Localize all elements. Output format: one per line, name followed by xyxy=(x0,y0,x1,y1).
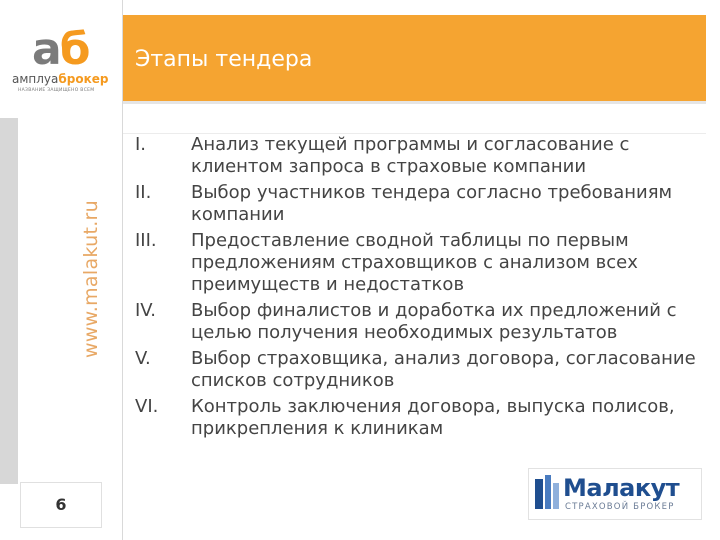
url-ampluabroker xyxy=(0,118,47,368)
list-item xyxy=(135,348,705,396)
item-text: Предоставление сводной таблицы по первым предложениям страховщиков с анализом всех преимуществ и недостатков xyxy=(191,230,638,295)
url-malakut xyxy=(70,118,120,368)
slide-title: Этапы тендера xyxy=(135,47,313,72)
malakut-emblem-icon xyxy=(535,475,559,509)
list-item xyxy=(135,230,705,300)
item-number: IV. xyxy=(135,300,157,321)
item-number: II. xyxy=(135,182,152,203)
item-text: Анализ текущей программы и согласование с клиентом запроса в страховые компании xyxy=(191,134,630,177)
logo-brand-part1: амплуа xyxy=(12,72,59,86)
item-number: VI. xyxy=(135,396,159,417)
list-item xyxy=(135,300,705,348)
page-number-box xyxy=(20,482,102,528)
logo-letter-b: б xyxy=(59,24,89,75)
url-malakut-text: www.malakut.ru xyxy=(80,200,102,358)
malakut-logo xyxy=(528,468,702,520)
logo-tagline: НАЗВАНИЕ ЗАЩИЩЕНО ВСЕМ xyxy=(18,88,95,93)
ampluabroker-logo xyxy=(10,24,115,98)
item-number: I. xyxy=(135,134,147,155)
malakut-subtitle: СТРАХОВОЙ БРОКЕР xyxy=(565,502,675,512)
list-item xyxy=(135,182,705,230)
url-ampluabroker-text: www.ampluabroker.ru xyxy=(23,139,47,363)
item-text: Выбор финалистов и доработка их предложений с целью получения необходимых результатов xyxy=(191,300,677,343)
item-text: Контроль заключения договора, выпуска полисов, прикрепления к клиникам xyxy=(191,396,675,439)
logo-brand-part2: брокер xyxy=(58,72,109,86)
logo-mark xyxy=(32,24,89,75)
logo-letter-a: а xyxy=(32,24,60,75)
stages-list xyxy=(135,134,705,444)
item-number: V. xyxy=(135,348,151,369)
header-bar xyxy=(123,15,706,101)
logo-brand-text xyxy=(12,72,108,86)
item-text: Выбор участников тендера согласно требованиям компании xyxy=(191,182,673,225)
list-item xyxy=(135,396,705,444)
list-item xyxy=(135,134,705,182)
item-number: III. xyxy=(135,230,157,251)
page-number: 6 xyxy=(55,495,67,514)
item-text: Выбор страховщика, анализ договора, согласование списков сотрудников xyxy=(191,348,696,391)
malakut-name: Малакут xyxy=(563,474,680,502)
